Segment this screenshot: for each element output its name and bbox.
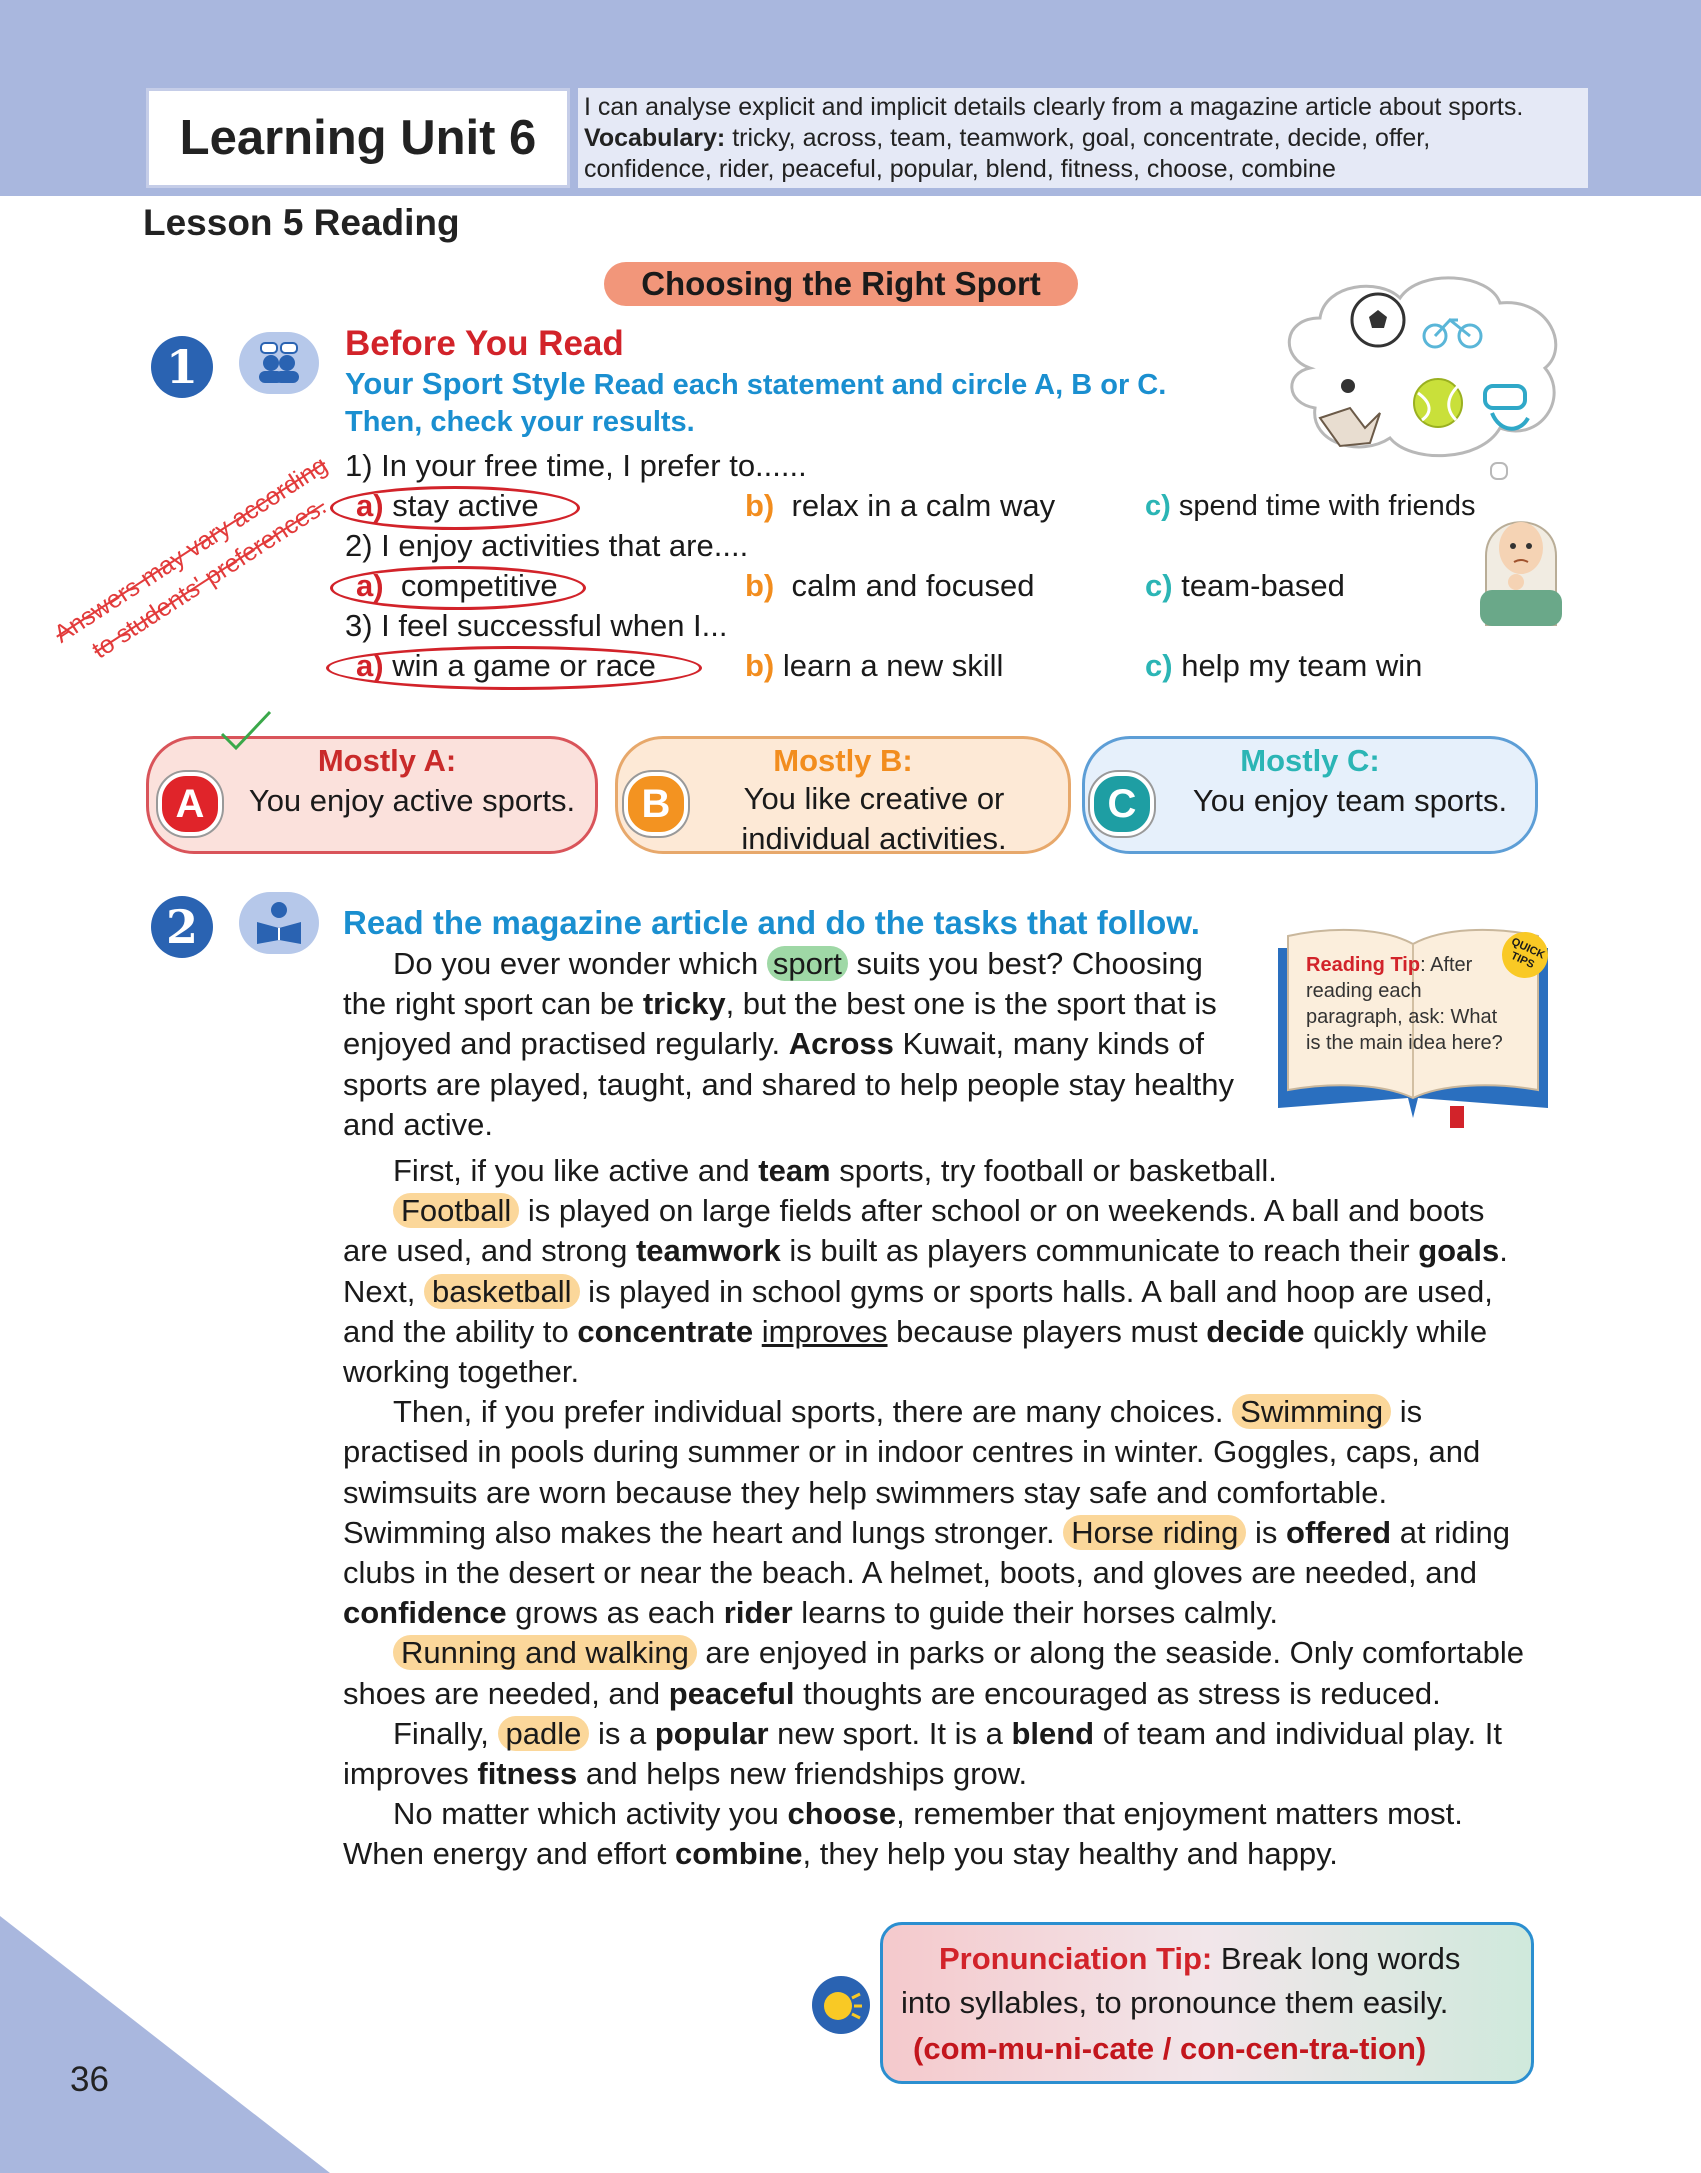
before-you-read-heading: Before You Read <box>345 324 624 363</box>
result-c-title: Mostly C: <box>1240 743 1380 778</box>
answer-1a[interactable]: a) stay active <box>356 488 539 523</box>
result-c-text: You enjoy team sports. <box>1192 783 1508 818</box>
vocab-list-1: tricky, across, team, teamwork, goal, concentrate, decide, offer, <box>732 124 1431 152</box>
instructions: Your Sport Style Read each statement and circle A, B or C. <box>345 366 1167 401</box>
pronunciation-example: (com-mu-ni-cate / con-cen-tra-tion) <box>913 2031 1427 2066</box>
speaking-icon <box>812 1976 870 2034</box>
answer-2b[interactable]: b) calm and focused <box>745 568 1035 603</box>
vocab-list-2: confidence, rider, peaceful, popular, blend, fitness, choose, combine <box>584 155 1336 183</box>
lesson-title: Lesson 5 Reading <box>143 202 460 243</box>
objective-text: I can analyse explicit and implicit details clearly from a magazine article about sports. <box>584 93 1524 121</box>
result-b-title: Mostly B: <box>773 743 913 778</box>
answer-1c[interactable]: c) spend time with friends <box>1145 490 1476 522</box>
answer-circle-2 <box>330 566 586 610</box>
teacher-note: Answers may vary according to students' preferences. <box>49 450 333 665</box>
badge-a-icon: A <box>158 772 222 836</box>
pronunciation-tip-box <box>880 1922 1534 2084</box>
article-paragraph-2: First, if you like active and team sports, try football or basketball. <box>393 1153 1277 1189</box>
pronunciation-tip-text: Pronunciation Tip: Break long words into syllables, to pronounce them easily. <box>901 1941 1461 2020</box>
result-a-text: You enjoy active sports. <box>248 783 576 818</box>
quick-tips-badge: QUICK TIPS <box>1494 924 1555 985</box>
question-2: 2) I enjoy activities that are.... <box>345 528 749 563</box>
page-number: 36 <box>70 2060 109 2099</box>
article-paragraph-5: Running and walking are enjoyed in parks or along the seaside. Only comfortable shoes are needed, and peaceful thoughts are encouraged as stress is reduced. <box>343 1635 1524 1711</box>
result-a-title: Mostly A: <box>317 743 457 778</box>
reading-icon <box>239 892 319 954</box>
result-b-text: You like creative or individual activities. <box>741 781 1007 856</box>
vocab-label: Vocabulary: <box>584 124 726 152</box>
learning-objective <box>578 88 1588 188</box>
answer-1b[interactable]: b) relax in a calm way <box>745 488 1056 523</box>
badge-b-icon: B <box>624 772 688 836</box>
sports-thought-bubble <box>1270 268 1574 468</box>
answer-3b[interactable]: b) learn a new skill <box>745 648 1004 683</box>
instructions-2: Then, check your results. <box>345 406 695 438</box>
reading-tip-text: Reading Tip: After reading each paragraph, ask: What is the main idea here? <box>1306 954 1503 1054</box>
article-paragraph-4: Then, if you prefer individual sports, there are many choices. Swimming is practised in pools during summer or in indoor centres in winter. Goggles, caps, and swimsuits are worn because they help swimmers stay safe and comfortable. Swimming also makes the heart and lungs stronger. Horse riding is offered at riding clubs in the desert or near the beach. A helmet, boots, and gloves are needed, and confidence grows as each rider learns to guide their horses calmly. <box>343 1394 1510 1631</box>
article-paragraph-1: Do you ever wonder which sport suits you best? Choosing the right sport can be tricky, but the best one is the sport that is enjoyed and practised regularly. Across Kuwait, many kinds of sports are played, taught, and shared to help people stay healthy and active. <box>343 946 1234 1142</box>
answer-circle-3 <box>326 646 702 690</box>
question-3: 3) I feel successful when I... <box>345 608 728 643</box>
answer-circle-1 <box>330 486 580 530</box>
answer-2c[interactable]: c) team-based <box>1145 568 1345 603</box>
answer-2a[interactable]: a) competitive <box>356 568 558 603</box>
section2-heading: Read the magazine article and do the tasks that follow. <box>343 904 1200 941</box>
answer-3c[interactable]: c) help my team win <box>1145 648 1423 683</box>
checkmark-icon <box>218 708 274 757</box>
section-number-1: 1 <box>151 336 213 398</box>
question-1: 1) In your free time, I prefer to...... <box>345 448 807 483</box>
discussion-icon <box>239 332 319 394</box>
section-number-2: 2 <box>151 896 213 958</box>
answer-3a[interactable]: a) win a game or race <box>356 648 656 683</box>
article-paragraph-3: Football is played on large fields after school or on weekends. A ball and boots are used, and strong teamwork is built as players communicate to reach their goals. Next, basketball is played in school gyms or sports halls. A ball and hoop are used, and the ability to concentrate improves because players must decide quickly while working together. <box>343 1193 1508 1390</box>
article-title: Choosing the Right Sport <box>604 262 1078 306</box>
page-corner <box>0 1916 330 2173</box>
unit-title: Learning Unit 6 <box>146 88 570 188</box>
magazine-article <box>343 944 1533 1875</box>
girl-thinking-illustration <box>1466 486 1576 626</box>
article-paragraph-7: No matter which activity you choose, remember that enjoyment matters most. When energy and effort combine, they help you stay healthy and happy. <box>343 1796 1463 1872</box>
thought-dot <box>1490 462 1508 480</box>
badge-c-icon: C <box>1090 772 1154 836</box>
article-paragraph-6: Finally, padle is a popular new sport. It is a blend of team and individual play. It improves fitness and helps new friendships grow. <box>343 1715 1502 1792</box>
